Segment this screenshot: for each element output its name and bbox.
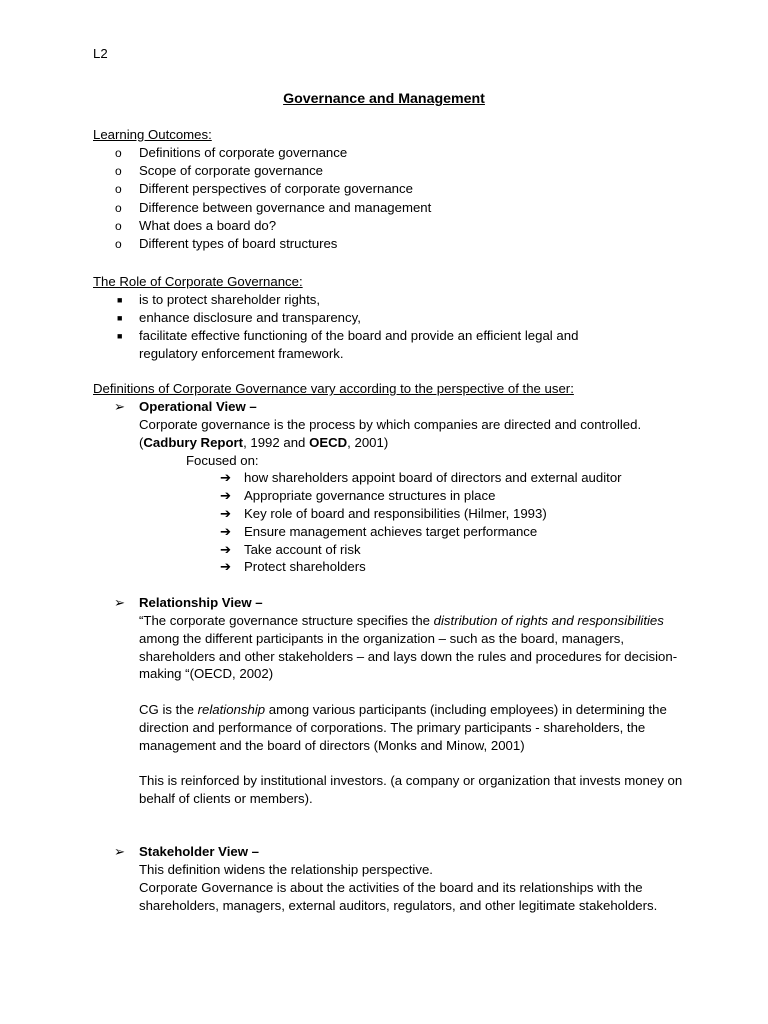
learning-outcomes-heading: Learning Outcomes: xyxy=(93,127,212,142)
page-label: L2 xyxy=(93,46,108,61)
square-bullet-icon: ■ xyxy=(117,313,123,324)
role-heading: The Role of Corporate Governance: xyxy=(93,274,303,289)
list-item: ➔ Key role of board and responsibilities (Hilmer, 1993) xyxy=(220,505,547,521)
square-bullet-icon: ■ xyxy=(117,331,123,342)
relationship-view-heading: ➢ Relationship View – xyxy=(114,595,263,610)
list-item: ➔ Appropriate governance structures in place xyxy=(220,488,496,504)
bullet-icon: o xyxy=(115,146,122,160)
bullet-icon: o xyxy=(115,200,122,215)
definitions-heading: Definitions of Corporate Governance vary according to the perspective of the user: xyxy=(93,381,574,396)
stakeholder-view-intro: This definition widens the relationship perspective. xyxy=(139,862,433,877)
arrowhead-bullet-icon: ➢ xyxy=(114,399,126,414)
arrowhead-bullet-icon: ➢ xyxy=(114,844,126,859)
list-item: ➔ Protect shareholders xyxy=(220,559,366,575)
arrow-right-icon: ➔ xyxy=(220,559,232,575)
bullet-icon: o xyxy=(115,236,122,251)
arrowhead-bullet-icon: ➢ xyxy=(114,595,126,610)
relationship-view-reinforced: This is reinforced by institutional investors. (a company or organization that invests money on behalf of clients or members). xyxy=(139,773,683,806)
stakeholder-view-definition: Corporate Governance is about the activities of the board and its relationships with the shareholders, managers, external auditors, regulators, and other legitimate stakeholders. xyxy=(139,879,658,913)
focused-on-label: Focused on: xyxy=(186,452,259,468)
list-item: ➔ Ensure management achieves target performance xyxy=(220,523,538,539)
arrow-right-icon: ➔ xyxy=(220,470,232,486)
operational-view-section xyxy=(114,398,684,576)
stakeholder-view-heading: ➢ Stakeholder View – xyxy=(114,844,259,859)
document-title: Governance and Management xyxy=(283,91,485,107)
arrow-right-icon: ➔ xyxy=(220,505,232,521)
list-item: ➔ Take account of risk xyxy=(220,541,361,557)
operational-view-heading: ➢ Operational View – xyxy=(114,399,257,414)
list-item: ➔ how shareholders appoint board of directors and external auditor xyxy=(220,470,622,486)
bullet-icon: o xyxy=(115,164,122,179)
arrow-right-icon: ➔ xyxy=(220,488,232,504)
relationship-view-quote: “The corporate governance structure specifies the distribution of rights and responsibilities among the different participants in the organization – such as the board, managers, shareholders and other stakeholders – and lays down the rules and procedures for decision-making “(OECD, 2002) xyxy=(139,613,678,682)
bullet-icon: o xyxy=(115,218,122,233)
focus-list xyxy=(220,469,684,576)
arrow-right-icon: ➔ xyxy=(220,541,232,557)
square-bullet-icon: ■ xyxy=(117,295,123,305)
relationship-view-cg-definition: CG is the relationship among various participants (including employees) in determining the direction and performance of corporations. The primary participants - shareholders, the management and the board of directors (Monks and Minow, 2001) xyxy=(139,701,667,753)
document-page: L2 Governance and Management Learning Outcomes: o Definitions of corporate governance o Scope of corporate governance o Different perspectives of corporate governance o Difference between governance and management o What does a board do? o Different types of board structures The Role of Corporate Governance: ■ is to protect shareholder rights, ■ enhance disclosure and transparency, ■ facilitate effective functioning of the board and provide an efficient legal and regulatory enforcement framework. Definitions of Corporate Governance vary according to the perspective of the user: ➢ Operational View – Corporate governance is the process by which companies are directed and controlled. (Cadbury Report, 1992 and OECD, 2001) Focused on: ➔ how shareholders appoint board of directors and external auditor ➔ Appropriate governance structures in place ➔ Key role of board and responsibilities (Hilmer, 1993) ➔ Ensure management achieves target performance ➔ Take account of risk ➔ Protect shareholders ➢ Relationship View – “The corporate governance structure specifies the distribution of rights and responsibilities among the different participants in the organization – such as the board, managers, shareholders and other stakeholders – and lays down the rules and procedures for decision-making “(OECD, 2002) CG is the relationship among various participants (including employees) in determining the direction and performance of corporations. The primary participants - shareholders, the management and the board of directors (Monks and Minow, 2001) This is reinforced by institutional investors. (a company or organization that invests money on behalf of clients or members). ➢ Stakeholder View – This definition widens the relationship perspective. Corporate Governance is about the activities of the board and its relationships with the shareholders, managers, external auditors, regulators, and other legitimate stakeholders. xyxy=(0,0,768,1024)
relationship-view-section xyxy=(114,594,684,808)
bullet-icon: o xyxy=(115,182,122,197)
arrow-right-icon: ➔ xyxy=(220,523,232,539)
operational-view-definition: Corporate governance is the process by which companies are directed and controlled. (Cadbury Report, 1992 and OECD, 2001) xyxy=(139,417,642,450)
stakeholder-view-section xyxy=(114,843,684,914)
